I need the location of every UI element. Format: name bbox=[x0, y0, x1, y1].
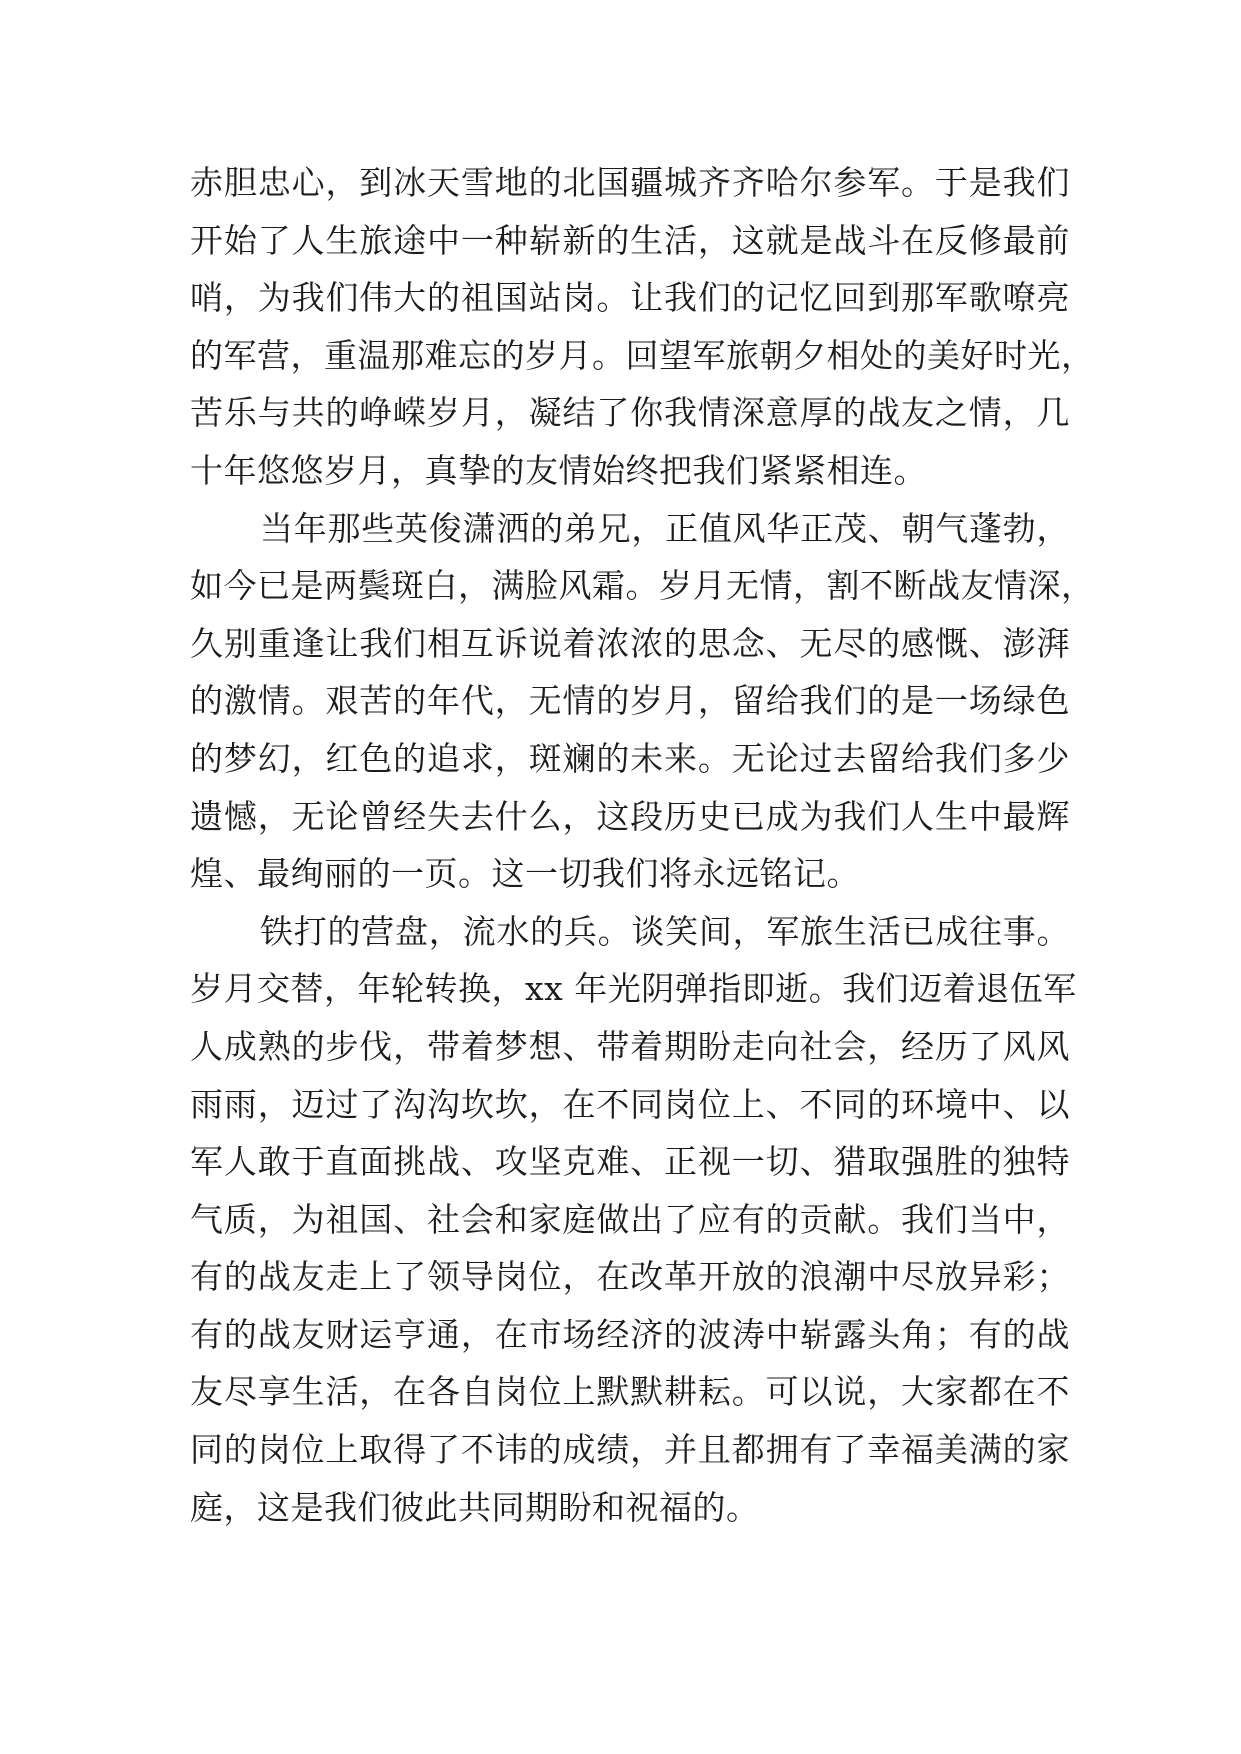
text-line: 有的战友财运亨通，在市场经济的波涛中崭露头角；有的战 bbox=[190, 1314, 1070, 1354]
text-line: 苦乐与共的峥嵘岁月，凝结了你我情深意厚的战友之情，几 bbox=[190, 393, 1070, 433]
text-line: 赤胆忠心，到冰天雪地的北国疆城齐齐哈尔参军。于是我们 bbox=[190, 163, 1070, 202]
text-line: 的军营，重温那难忘的岁月。回望军旅朝夕相处的美好时光， bbox=[190, 335, 1095, 375]
text-line: 如今已是两鬓斑白，满脸风霜。岁月无情，割不断战友情深， bbox=[190, 566, 1095, 606]
text-line: 雨雨，迈过了沟沟坎坎，在不同岗位上、不同的环境中、以 bbox=[190, 1084, 1070, 1124]
text-line: 岁月交替，年轮转换，xx 年光阴弹指即逝。我们迈着退伍军 bbox=[190, 969, 1077, 1009]
text-line: 同的岗位上取得了不讳的成绩，并且都拥有了幸福美满的家 bbox=[190, 1430, 1070, 1470]
text-line: 人成熟的步伐，带着梦想、带着期盼走向社会，经历了风风 bbox=[190, 1026, 1070, 1066]
text-line: 有的战友走上了领导岗位，在改革开放的浪潮中尽放异彩； bbox=[190, 1257, 1070, 1297]
text-line: 庭，这是我们彼此共同期盼和祝福的。 bbox=[190, 1487, 760, 1527]
document-body bbox=[190, 154, 1095, 1536]
paragraph-2 bbox=[190, 500, 1095, 903]
text-line: 的激情。艰苦的年代，无情的岁月，留给我们的是一场绿色 bbox=[190, 681, 1070, 721]
text-line: 十年悠悠岁月，真挚的友情始终把我们紧紧相连。 bbox=[190, 450, 927, 490]
text-line: 气质，为祖国、社会和家庭做出了应有的贡献。我们当中， bbox=[190, 1199, 1070, 1239]
text-line: 久别重逢让我们相互诉说着浓浓的思念、无尽的感慨、澎湃 bbox=[190, 623, 1070, 663]
paragraph-1 bbox=[190, 154, 1095, 500]
text-line: 友尽享生活，在各自岗位上默默耕耘。可以说，大家都在不 bbox=[190, 1372, 1070, 1412]
paragraph-3 bbox=[190, 903, 1077, 1537]
text-line: 铁打的营盘，流水的兵。谈笑间，军旅生活已成往事。 bbox=[260, 911, 1070, 951]
text-line: 的梦幻，红色的追求，斑斓的未来。无论过去留给我们多少 bbox=[190, 738, 1070, 778]
text-line: 开始了人生旅途中一种崭新的生活，这就是战斗在反修最前 bbox=[190, 220, 1070, 260]
text-line: 哨，为我们伟大的祖国站岗。让我们的记忆回到那军歌嘹亮 bbox=[190, 278, 1070, 318]
text-line: 当年那些英俊潇洒的弟兄，正值风华正茂、朝气蓬勃， bbox=[260, 508, 1070, 548]
text-line: 煌、最绚丽的一页。这一切我们将永远铭记。 bbox=[190, 854, 860, 894]
text-line: 遗憾，无论曾经失去什么，这段历史已成为我们人生中最辉 bbox=[190, 796, 1070, 836]
text-line: 军人敢于直面挑战、攻坚克难、正视一切、猎取强胜的独特 bbox=[190, 1142, 1070, 1182]
